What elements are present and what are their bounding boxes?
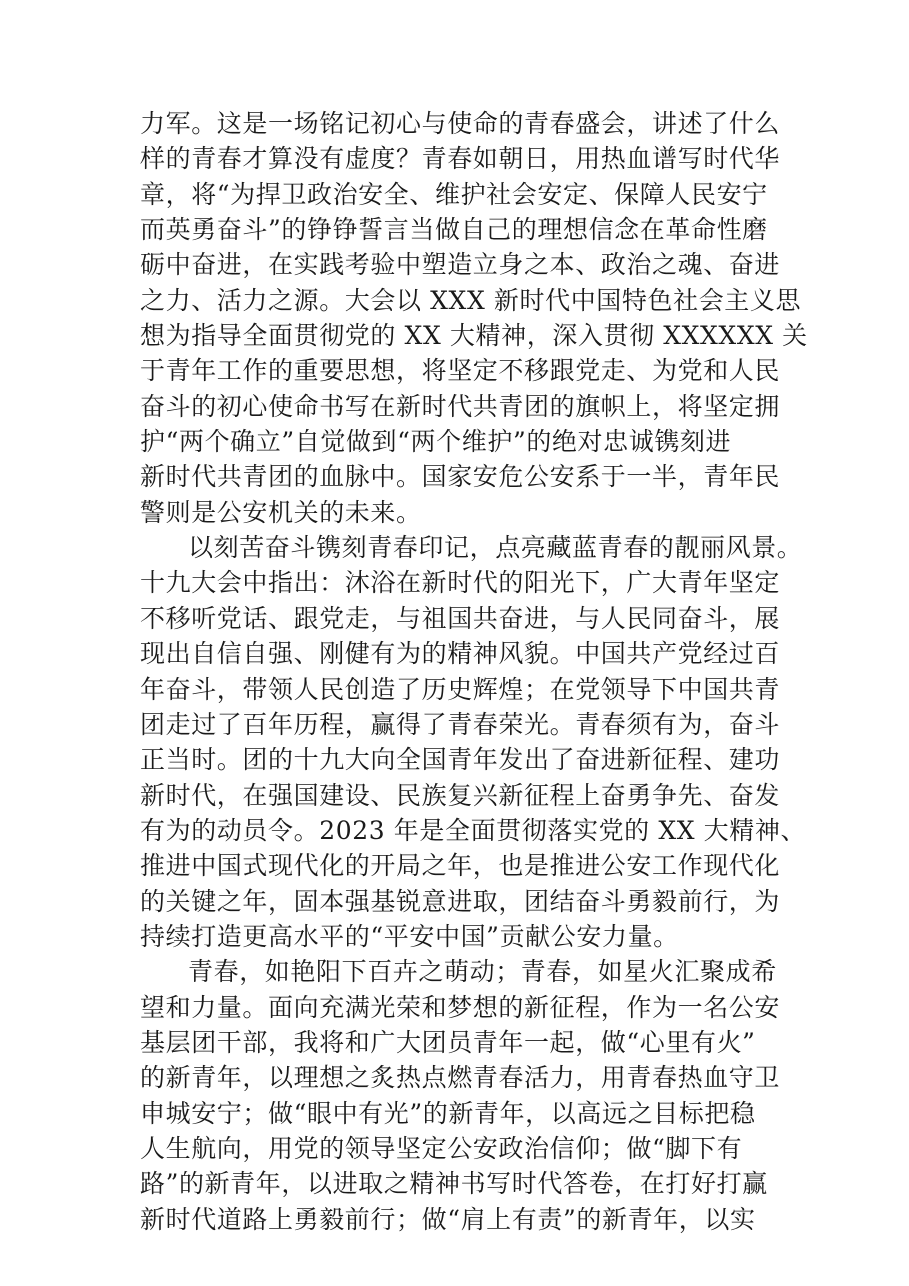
text-line: 正当时。团的十九大向全国青年发出了奋进新征程、建功 bbox=[140, 745, 781, 775]
text-line: 申城安宁；做“眼中有光”的新青年，以高远之目标把稳 bbox=[140, 1098, 756, 1128]
text-line: 十九大会中指出：沐浴在新时代的阳光下，广大青年坚定 bbox=[140, 568, 781, 598]
text-line: 而英勇奋斗”的铮铮誓言当做自己的理想信念在革命性磨 bbox=[140, 215, 768, 245]
text-line: 推进中国式现代化的开局之年，也是推进公安工作现代化 bbox=[140, 851, 781, 881]
text-line: 新时代共青团的血脉中。国家安危公安系于一半，青年民 bbox=[140, 462, 781, 492]
text-line: 不移听党话、跟党走，与祖国共奋进，与人民同奋斗，展 bbox=[140, 603, 781, 633]
paragraph-first-line: 以刻苦奋斗镌刻青春印记，点亮藏蓝青春的靓丽风景。 bbox=[188, 533, 803, 563]
text-line: 砺中奋进，在实践考验中塑造立身之本、政治之魂、奋进 bbox=[140, 250, 781, 280]
text-line: 之力、活力之源。大会以 XXX 新时代中国特色社会主义思 bbox=[140, 285, 802, 315]
text-line: 警则是公安机关的未来。 bbox=[140, 497, 422, 527]
text-line: 路”的新青年，以进取之精神书写时代答卷，在打好打赢 bbox=[140, 1169, 768, 1199]
text-line: 团走过了百年历程，赢得了青春荣光。青春须有为，奋斗 bbox=[140, 709, 781, 739]
text-line: 样的青春才算没有虚度？青春如朝日，用热血谱写时代华 bbox=[140, 144, 781, 174]
text-line: 有为的动员令。2023 年是全面贯彻落实党的 XX 大精神、 bbox=[140, 815, 807, 845]
text-line: 的关键之年，固本强基锐意进取，团结奋斗勇毅前行，为 bbox=[140, 886, 781, 916]
text-line: 人生航向，用党的领导坚定公安政治信仰；做“脚下有 bbox=[140, 1133, 743, 1163]
paragraph-first-line: 青春，如艳阳下百卉之萌动；青春，如星火汇聚成希 bbox=[188, 957, 777, 987]
text-line: 护“两个确立”自觉做到“两个维护”的绝对忠诚镌刻进 bbox=[140, 427, 732, 457]
text-line: 新时代，在强国建设、民族复兴新征程上奋勇争先、奋发 bbox=[140, 780, 781, 810]
text-line: 现出自信自强、刚健有为的精神风貌。中国共产党经过百 bbox=[140, 639, 781, 669]
text-line: 基层团干部，我将和广大团员青年一起，做“心里有火” bbox=[140, 1027, 756, 1057]
text-line: 望和力量。面向充满光荣和梦想的新征程，作为一名公安 bbox=[140, 992, 781, 1022]
text-line: 奋斗的初心使命书写在新时代共青团的旗帜上，将坚定拥 bbox=[140, 391, 781, 421]
text-line: 年奋斗，带领人民创造了历史辉煌；在党领导下中国共青 bbox=[140, 674, 781, 704]
text-line: 想为指导全面贯彻党的 XX 大精神，深入贯彻 XXXXXX 关 bbox=[140, 321, 808, 351]
text-line: 新时代道路上勇毅前行；做“肩上有责”的新青年，以实 bbox=[140, 1204, 756, 1234]
text-line: 的新青年，以理想之炙热点燃青春活力，用青春热血守卫 bbox=[140, 1063, 781, 1093]
text-line: 力军。这是一场铭记初心与使命的青春盛会，讲述了什么 bbox=[140, 109, 781, 138]
text-line: 持续打造更高水平的“平安中国”贡献公安力量。 bbox=[140, 921, 679, 951]
document-body bbox=[140, 106, 808, 1237]
text-line: 章，将“为捍卫政治安全、维护社会安定、保障人民安宁 bbox=[140, 179, 768, 209]
text-line: 于青年工作的重要思想，将坚定不移跟党走、为党和人民 bbox=[140, 356, 781, 386]
